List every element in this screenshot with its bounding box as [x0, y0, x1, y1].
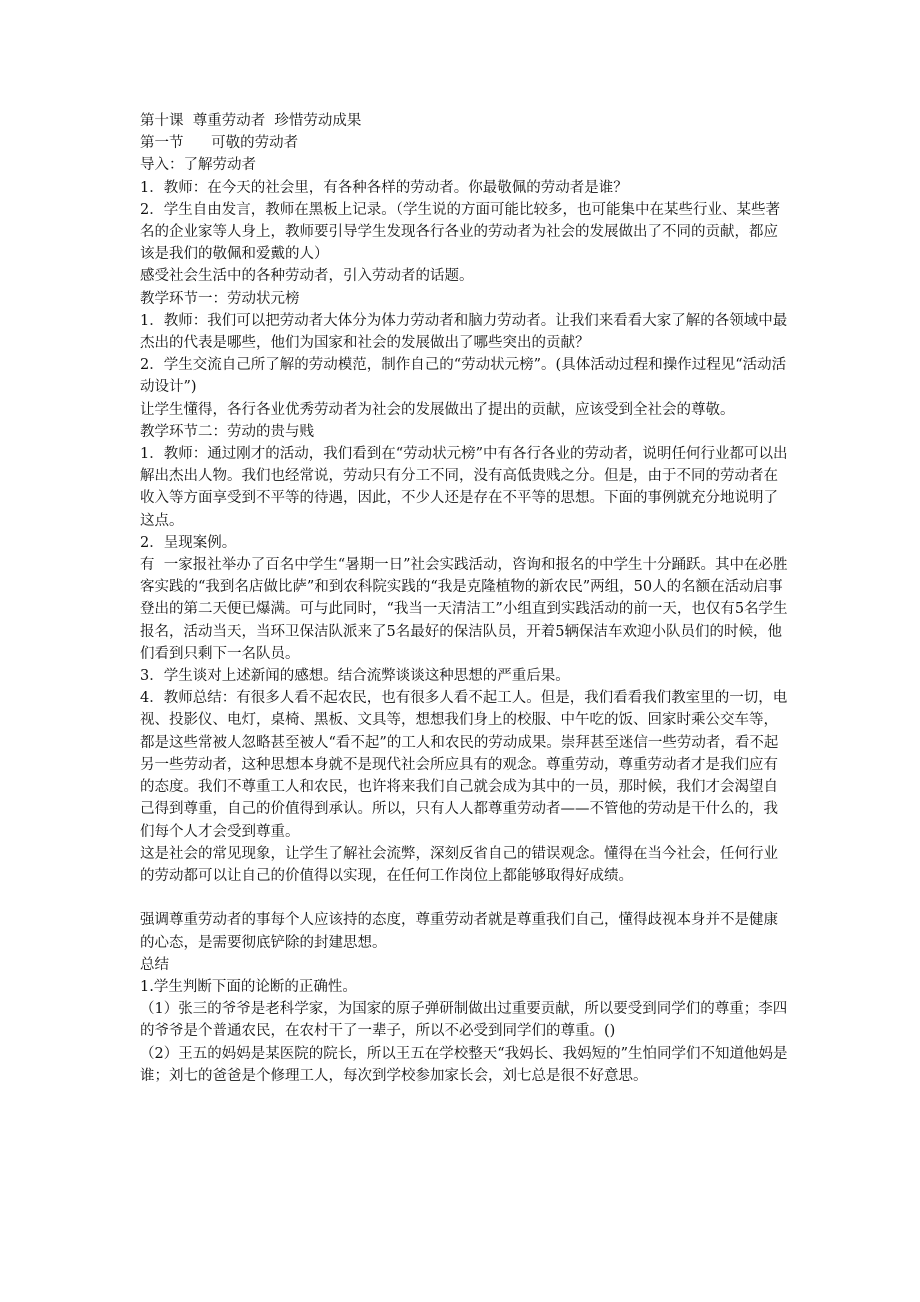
paragraph: 1．教师：在今天的社会里，有各种各样的劳动者。你最敬佩的劳动者是谁？: [140, 179, 628, 196]
section-heading: 总结: [140, 956, 169, 973]
paragraph: 1．教师：通过刚才的活动，我们看到在“劳动状元榜”中有各行各业的劳动者，说明任何行业都可以出解出杰出人物。我们也经常说，劳动只有分工不同，没有高低贵贱之分。但是，由于不同的劳动者在收入等方面享受到不平等的待遇，因此，不少人还是存在不平等的思想。下面的事例就充分地说明了这点。: [140, 446, 788, 529]
paragraph: 这是社会的常见现象，让学生了解社会流弊，深刻反省自己的错误观念。懂得在当今社会，任何行业的劳动都可以让自己的价值得以实现，在任何工作岗位上都能够取得好成绩。: [140, 845, 778, 884]
lesson-title: 第十课 尊重劳动者 珍惜劳动成果: [140, 113, 362, 129]
blank-line: [140, 887, 790, 909]
paragraph: 让学生懂得，各行各业优秀劳动者为社会的发展做出了提出的贡献，应该受到全社会的尊敬。: [140, 401, 735, 418]
paragraph: （1）张三的爷爷是老科学家，为国家的原子弹研制做出过重要贡献，所以要受到同学们的尊重；李四的爷爷是个普通农民，在农村干了一辈子，所以不必受到同学们的尊重。(): [140, 1001, 788, 1040]
paragraph: 有 一家报社举办了百名中学生“暑期一日”社会实践活动，咨询和报名的中学生十分踊跃。其中在必胜客实践的“我到名店做比萨”和到农科院实践的“我是克隆植物的新农民”两组，50人的名额在活动启事登出的第二天便已爆满。可与此同时，“我当一天清洁工”小组直到实践活动的前一天，也仅有5名学生报名，活动当天，当环卫保洁队派来了5名最好的保洁队员，开着5辆保洁车欢迎小队员们的时候，他们看到只剩下一名队员。: [140, 557, 788, 662]
paragraph: 1．教师：我们可以把劳动者大体分为体力劳动者和脑力劳动者。让我们来看看大家了解的各领域中最杰出的代表是哪些，他们为国家和社会的发展做出了哪些突出的贡献？: [140, 312, 788, 352]
paragraph: 感受社会生活中的各种劳动者，引入劳动者的话题。: [140, 268, 474, 285]
intro-heading: 导入：了解劳动者: [140, 157, 256, 174]
paragraph: 4．教师总结：有很多人看不起农民，也有很多人看不起工人。但是，我们看看我们教室里的一切，电视、投影仪、电灯，桌椅、黑板、文具等，想想我们身上的校服、中午吃的饭、回家时乘公交车等，都是这些常被人忽略甚至被人“看不起”的工人和农民的劳动成果。崇拜甚至迷信一些劳动者，看不起另一些劳动者，这种思想本身就不是现代社会所应具有的观念。尊重劳动，尊重劳动者才是我们应有的态度。我们不尊重工人和农民，也许将来我们自己就会成为其中的一员，那时候，我们才会渴望自己得到尊重，自己的价值得到承认。所以，只有人人都尊重劳动者——不管他的劳动是干什么的，我们每个人才会受到尊重。: [140, 690, 788, 840]
document-body: [140, 110, 790, 1087]
paragraph: 强调尊重劳动者的事每个人应该持的态度，尊重劳动者就是尊重我们自己，懂得歧视本身并不是健康的心态，是需要彻底铲除的封建思想。: [140, 912, 778, 951]
paragraph: 2．呈现案例。: [140, 534, 237, 551]
section-heading: 教学环节二：劳动的贵与贱: [140, 423, 314, 440]
paragraph: 2．学生交流自己所了解的劳动模范，制作自己的“劳动状元榜”。(具体活动过程和操作过程见“活动活动设计”): [140, 357, 787, 396]
paragraph: 3．学生谈对上述新闻的感想。结合流弊谈谈这种思想的严重后果。: [140, 668, 570, 685]
paragraph: 2．学生自由发言，教师在黑板上记录。（学生说的方面可能比较多，也可能集中在某些行业、某些著名的企业家等人身上，教师要引导学生发现各行各业的劳动者为社会的发展做出了不同的贡献，都应该是我们的敬佩和爱戴的人）: [140, 201, 780, 263]
section-title: 第一节 可敬的劳动者: [140, 135, 299, 152]
section-heading: 教学环节一：劳动状元榜: [140, 290, 300, 307]
paragraph: （2）王五的妈妈是某医院的院长，所以王五在学校整天“我妈长、我妈短的”生怕同学们不知道他妈是谁；刘七的爸爸是个修理工人，每次到学校参加家长会，刘七总是很不好意思。: [140, 1045, 788, 1084]
paragraph: 1.学生判断下面的论断的正确性。: [140, 978, 357, 995]
